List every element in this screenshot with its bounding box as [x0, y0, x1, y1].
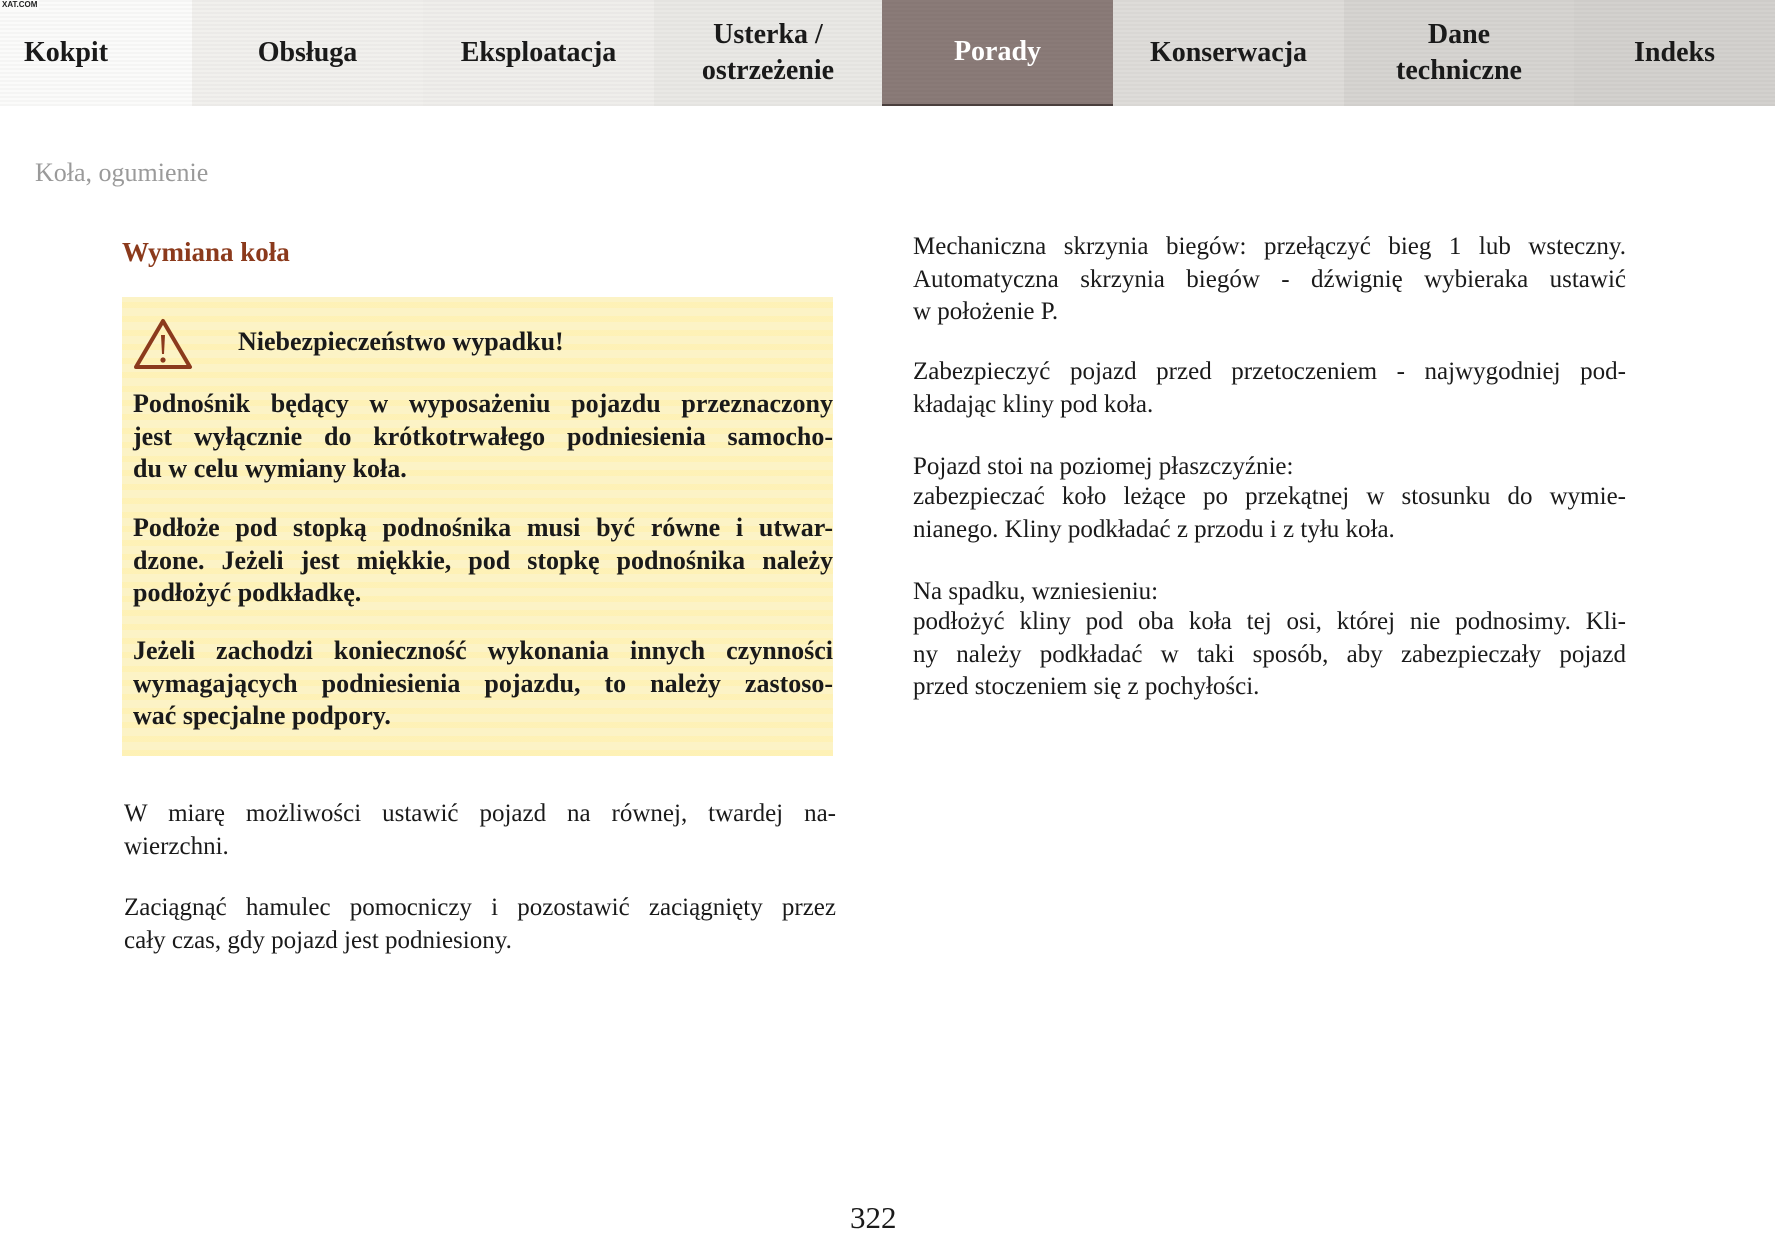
tab-kokpit[interactable]: Kokpit: [0, 0, 192, 106]
text-line: Zaciągnąć hamulec pomocniczy i pozostawić zaciągnięty przez: [124, 894, 836, 921]
tab-indeks[interactable]: Indeks: [1574, 0, 1775, 106]
text-line: ny należy podkładać w taki sposób, aby zabezpieczały pojazd: [913, 640, 1626, 668]
warning-box: [122, 297, 833, 756]
text-line: cały czas, gdy pojazd jest podniesiony.: [124, 926, 512, 954]
text-line: podłożyć podkładkę.: [133, 578, 362, 607]
paragraph: [913, 576, 1626, 609]
paragraph: [913, 451, 1626, 484]
paragraph: [124, 798, 836, 863]
tab-eksploatacja[interactable]: Eksploatacja: [423, 0, 654, 106]
text-line: podłożyć kliny pod oba koła tej osi, której nie podnosimy. Kli-: [913, 608, 1626, 635]
text-line: wierzchni.: [124, 832, 229, 860]
warning-title: Niebezpieczeństwo wypadku!: [238, 327, 564, 356]
paragraph: [913, 231, 1626, 329]
section-title: Koła, ogumienie: [35, 158, 209, 187]
text-line: Zabezpieczyć pojazd przed przetoczeniem - najwygodniej pod-: [913, 358, 1626, 385]
text-line: nianego. Kliny podkładać z przodu i z tyłu koła.: [913, 515, 1395, 543]
text-line: zabezpieczać koło leżące po przekątnej w stosunku do wymie-: [913, 483, 1626, 510]
text-line: Jeżeli zachodzi konieczność wykonania innych czynności: [133, 636, 833, 665]
paragraph: [133, 635, 833, 733]
paragraph: [913, 481, 1626, 546]
tab-usterka[interactable]: Usterka / ostrzeżenie: [654, 0, 882, 106]
text-line: przed stoczeniem się z pochyłości.: [913, 673, 1260, 700]
text-line: wymagających podniesienia pojazdu, to należy zastoso-: [133, 668, 833, 698]
tab-konserwacja[interactable]: Konserwacja: [1113, 0, 1344, 106]
text-line: Podnośnik będący w wyposażeniu pojazdu przeznaczony: [133, 389, 833, 418]
text-line: Automatyczna skrzynia biegów - dźwignię wybieraka ustawić: [913, 265, 1626, 293]
tab-dane-techniczne[interactable]: Dane techniczne: [1344, 0, 1574, 106]
text-line: W miarę możliwości ustawić pojazd na równej, twardej na-: [124, 800, 836, 827]
paragraph: [133, 512, 833, 610]
text-line: Na spadku, wzniesieniu:: [913, 578, 1159, 605]
text-line: du w celu wymiany koła.: [133, 454, 407, 483]
paragraph: [913, 356, 1626, 421]
text-line: jest wyłącznie do krótkotrwałego podniesienia samocho-: [133, 421, 833, 451]
text-line: Podłoże pod stopką podnośnika musi być równe i utwar-: [133, 513, 833, 542]
paragraph: [124, 892, 836, 957]
page-number: 322: [850, 1200, 897, 1235]
paragraph: [913, 606, 1626, 704]
text-line: Mechaniczna skrzynia biegów: przełączyć bieg 1 lub wsteczny.: [913, 233, 1626, 260]
text-line: w położenie P.: [913, 298, 1059, 325]
page-title: Wymiana koła: [122, 237, 290, 267]
tab-obsluga[interactable]: Obsługa: [192, 0, 423, 106]
text-line: kładając kliny pod koła.: [913, 390, 1154, 418]
text-line: Pojazd stoi na poziomej płaszczyźnie:: [913, 453, 1294, 480]
tab-porady[interactable]: Porady: [882, 0, 1113, 106]
watermark: XAT.COM: [2, 0, 38, 9]
paragraph: [133, 388, 833, 486]
chapter-tabs: [0, 0, 1775, 106]
text-line: wać specjalne podpory.: [133, 701, 391, 730]
warning-triangle-icon: [132, 317, 194, 371]
text-line: dzone. Jeżeli jest miękkie, pod stopkę podnośnika należy: [133, 545, 833, 575]
